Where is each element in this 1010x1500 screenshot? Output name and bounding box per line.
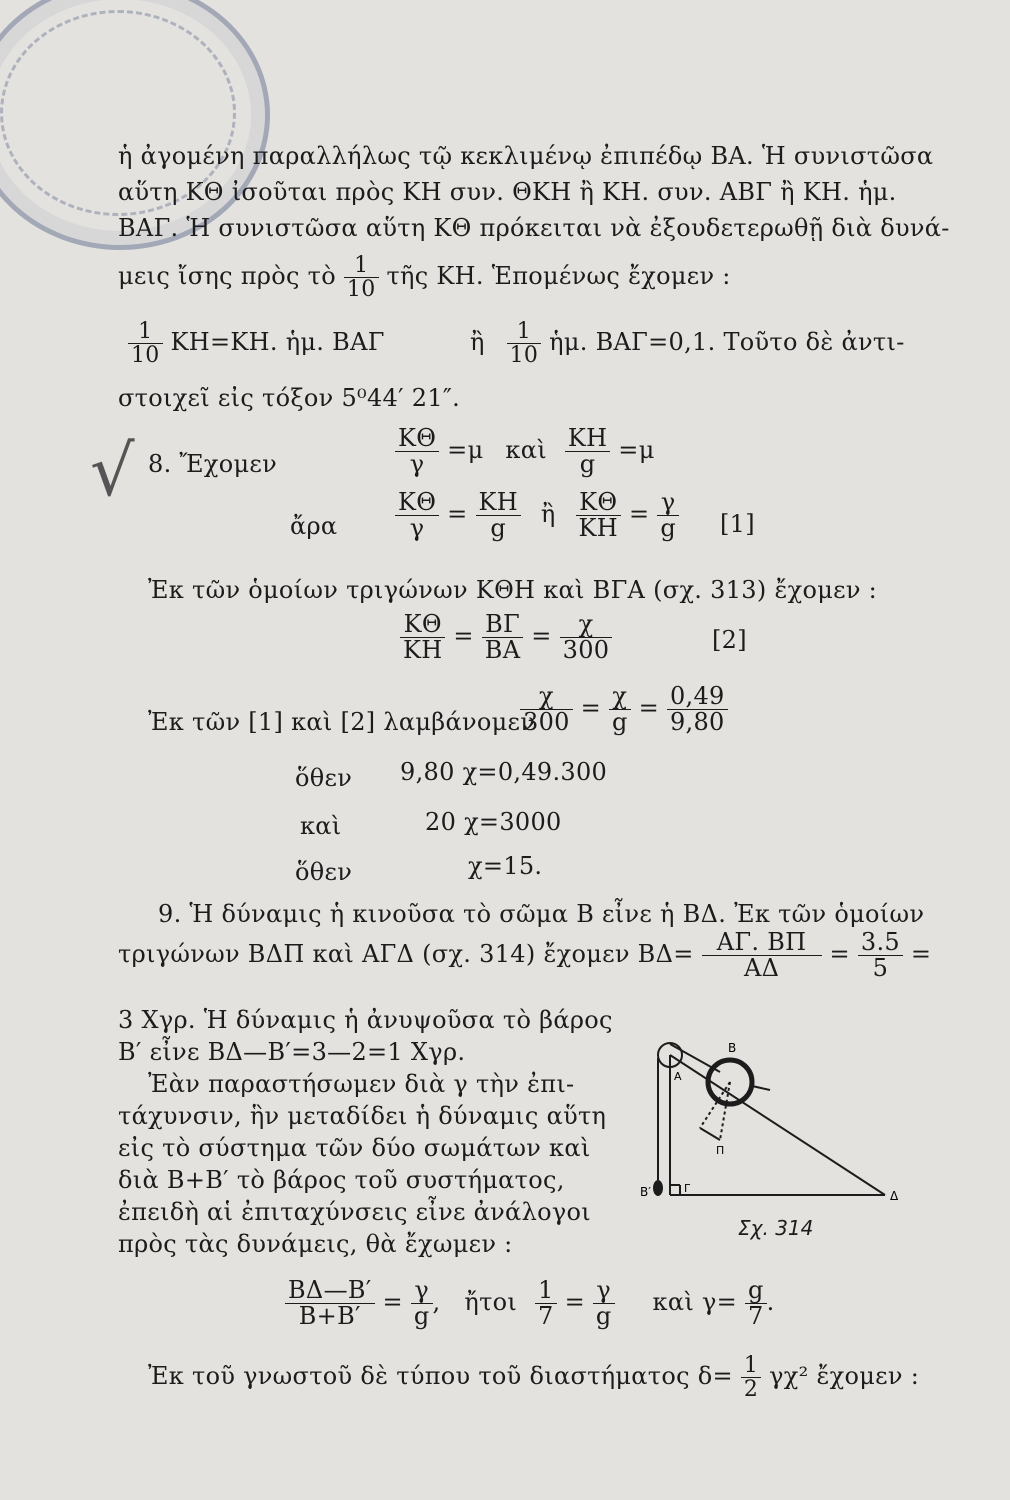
text-span: = bbox=[531, 622, 552, 651]
label-hothen: ὅθεν bbox=[295, 858, 353, 886]
denominator: g bbox=[657, 515, 679, 541]
denominator: g bbox=[476, 515, 521, 541]
equation-line: χ=15. bbox=[468, 852, 543, 880]
fraction bbox=[667, 684, 728, 735]
fraction bbox=[411, 1278, 433, 1329]
equation-line bbox=[128, 320, 385, 367]
label-hothen: ὅθεν bbox=[295, 764, 353, 792]
text-span: ἢ bbox=[540, 500, 556, 529]
text-line: τάχυνσιν, ἣν μεταδίδει ἡ δύναμις αὕτη bbox=[118, 1102, 607, 1130]
text-line: εἰς τὸ σύστημα τῶν δύο σωμάτων καὶ bbox=[118, 1134, 591, 1162]
text-span: ἢ bbox=[470, 328, 485, 357]
denominator: 2 bbox=[741, 1377, 761, 1401]
denominator: 300 bbox=[520, 709, 573, 735]
fig-label-Gamma: Γ bbox=[684, 1182, 691, 1195]
handwritten-check-mark: √ bbox=[90, 430, 135, 512]
text-span: = bbox=[638, 694, 660, 723]
equation-line bbox=[395, 426, 655, 477]
denominator: g bbox=[593, 1303, 615, 1329]
equation-line bbox=[118, 930, 931, 981]
text-span: τῆς ΚΗ. Ἑπομένως ἔχομεν : bbox=[386, 262, 731, 291]
numerator: ΒΓ bbox=[485, 610, 520, 638]
fraction bbox=[576, 490, 621, 541]
figure-caption: Σχ. 314 bbox=[738, 1216, 814, 1240]
incline-line bbox=[670, 1055, 885, 1195]
numerator: χ bbox=[538, 682, 554, 710]
denominator: Β+Β′ bbox=[285, 1303, 375, 1329]
fraction bbox=[507, 320, 542, 367]
figure-314-inclined-plane bbox=[640, 1030, 920, 1220]
fig-label-B: B bbox=[728, 1041, 737, 1055]
text-line: Β′ εἶνε ΒΔ—Β′=3—2=1 Χγρ. bbox=[118, 1038, 466, 1066]
text-span: =μ bbox=[618, 436, 655, 465]
numerator: χ bbox=[612, 682, 628, 710]
text-span: ΚΗ=ΚΗ. ἡμ. ΒΑΓ bbox=[170, 328, 385, 357]
numerator: 0,49 bbox=[669, 682, 725, 710]
label-kai: καὶ bbox=[300, 812, 342, 840]
denominator: γ bbox=[395, 451, 439, 477]
equation-line: $\frac{B\Delta—B'}{B+B'}$ = $\frac{\gamma}{g}$ , ἤτοι $\frac{1}{7}$ = $\frac{\gamma}{g}$ καὶ γ= $\frac{g}{7}$ . bbox=[285, 1278, 775, 1329]
equation-ref: [2] bbox=[712, 626, 747, 654]
numerator: ΚΗ bbox=[478, 488, 518, 516]
denominator: ΚΗ bbox=[400, 637, 445, 663]
numerator: γ bbox=[660, 488, 676, 516]
denominator: g bbox=[609, 709, 631, 735]
text-span: = bbox=[829, 940, 850, 969]
numerator: ΒΔ—Β′ bbox=[288, 1276, 372, 1304]
text-span: ἤτοι bbox=[464, 1288, 518, 1317]
numerator: γ bbox=[596, 1276, 612, 1304]
text-span: = bbox=[628, 500, 650, 529]
numerator: 1 bbox=[538, 1276, 554, 1304]
denominator: 7 bbox=[535, 1303, 557, 1329]
numerator: ΚΘ bbox=[398, 488, 437, 516]
denominator: γ bbox=[395, 515, 439, 541]
fraction bbox=[482, 612, 524, 663]
fig-label-Delta: Δ bbox=[890, 1189, 899, 1203]
fraction bbox=[476, 490, 521, 541]
denominator: 10 bbox=[507, 343, 542, 367]
text-line: ἐπειδὴ αἱ ἐπιταχύνσεις εἶνε ἀνάλογοι bbox=[118, 1198, 591, 1226]
numerator: ΚΗ bbox=[567, 424, 608, 452]
equation-line: 9,80 χ=0,49.300 bbox=[400, 758, 608, 786]
numerator: 1 bbox=[354, 253, 369, 278]
text-line: πρὸς τὰς δυνάμεις, θὰ ἔχωμεν : bbox=[118, 1230, 513, 1258]
denominator: 10 bbox=[128, 343, 163, 367]
denominator: ΚΗ bbox=[576, 515, 621, 541]
equation-line bbox=[395, 490, 679, 541]
force-vector bbox=[700, 1128, 720, 1140]
text-span: = bbox=[580, 694, 602, 723]
fraction bbox=[858, 930, 903, 981]
text-span: = bbox=[447, 500, 468, 529]
fraction bbox=[560, 612, 613, 663]
text-line: Ἐκ τῶν [1] καὶ [2] λαμβάνομεν bbox=[148, 708, 536, 736]
text-span: ἡμ. ΒΑΓ=0,1. Τοῦτο δὲ ἀντι- bbox=[549, 328, 905, 357]
fraction bbox=[400, 612, 445, 663]
text-span: καὶ γ= bbox=[652, 1288, 738, 1317]
denominator: 10 bbox=[344, 277, 379, 301]
text-span: γχ² ἔχομεν : bbox=[769, 1362, 920, 1391]
numerator: g bbox=[747, 1276, 764, 1304]
equation-line: 20 χ=3000 bbox=[425, 808, 562, 836]
text-span: τριγώνων ΒΔΠ καὶ ΑΓΔ (σχ. 314) ἔχομεν ΒΔ= bbox=[118, 940, 694, 969]
numerator: ΑΓ. ΒΠ bbox=[716, 928, 807, 956]
text-line: στοιχεῖ εἰς τόξον 5⁰44′ 21″. bbox=[118, 384, 461, 412]
fraction bbox=[344, 254, 379, 301]
text-span: =μ bbox=[447, 436, 484, 465]
weight-B-prime bbox=[653, 1180, 663, 1196]
numerator: χ bbox=[578, 610, 594, 638]
text-span: = bbox=[453, 622, 474, 651]
text-line: ἡ ἀγομένη παραλλήλως τῷ κεκλιμένῳ ἐπιπέδῳ ΒΑ. Ἡ συνιστῶσα bbox=[118, 142, 934, 170]
numerator: 1 bbox=[743, 1353, 759, 1378]
denominator: g bbox=[565, 451, 610, 477]
text-span: μεις ἴσης πρὸς τὸ bbox=[118, 262, 336, 291]
force-arrow bbox=[752, 1086, 770, 1090]
fraction bbox=[657, 490, 679, 541]
equation-line bbox=[520, 684, 728, 735]
denominator: ΒΑ bbox=[482, 637, 524, 663]
numerator: ΚΘ bbox=[398, 424, 437, 452]
fig-label-Pi: Π bbox=[716, 1144, 725, 1157]
numerator: ΚΘ bbox=[403, 610, 442, 638]
fraction bbox=[565, 426, 610, 477]
denominator: g bbox=[411, 1303, 433, 1329]
fraction bbox=[593, 1278, 615, 1329]
text-span: = bbox=[382, 1288, 403, 1317]
text-span: = bbox=[910, 940, 932, 969]
text-line: διὰ Β+Β′ τὸ βάρος τοῦ συστήματος, bbox=[118, 1166, 565, 1194]
equation-ref: [1] bbox=[720, 510, 755, 538]
text-span: καὶ bbox=[505, 436, 547, 465]
numerator: ΚΘ bbox=[579, 488, 618, 516]
denominator: 300 bbox=[560, 637, 613, 663]
fraction bbox=[128, 320, 163, 367]
text-line: ΒΑΓ. Ἡ συνιστῶσα αὕτη ΚΘ πρόκειται νὰ ἐξουδετερωθῇ διὰ δυνά- bbox=[118, 214, 950, 242]
equation-line bbox=[470, 320, 905, 367]
section-label: 8. Ἔχομεν bbox=[148, 450, 278, 478]
fraction bbox=[741, 1354, 761, 1401]
fraction bbox=[745, 1278, 767, 1329]
numerator: 1 bbox=[138, 319, 153, 344]
text-span: = bbox=[564, 1288, 585, 1317]
numerator: 1 bbox=[516, 319, 532, 344]
denominator: 7 bbox=[745, 1303, 767, 1329]
denominator: 9,80 bbox=[667, 709, 728, 735]
text-line: 9. Ἡ δύναμις ἡ κινοῦσα τὸ σῶμα Β εἶνε ἡ ΒΔ. Ἐκ τῶν ὁμοίων bbox=[158, 900, 925, 928]
fraction bbox=[520, 684, 573, 735]
label-ara: ἄρα bbox=[290, 512, 338, 540]
fig-label-A: A bbox=[674, 1070, 682, 1083]
fraction bbox=[395, 426, 439, 477]
fraction bbox=[285, 1278, 375, 1329]
text-line: 3 Χγρ. Ἡ δύναμις ἡ ἀνυψοῦσα τὸ βάρος bbox=[118, 1006, 613, 1034]
text-span: Ἐκ τοῦ γνωστοῦ δὲ τύπου τοῦ διαστήματος δ= bbox=[148, 1362, 733, 1391]
fraction bbox=[535, 1278, 557, 1329]
fraction bbox=[702, 930, 822, 981]
denominator: ΑΔ bbox=[702, 955, 822, 981]
equation-line bbox=[148, 1354, 919, 1401]
fig-label-B-prime: B′ bbox=[640, 1185, 651, 1199]
fraction bbox=[395, 490, 439, 541]
numerator: 3.5 bbox=[860, 928, 900, 956]
text-line: Ἐκ τῶν ὁμοίων τριγώνων ΚΘΗ καὶ ΒΓΑ (σχ. 313) ἔχομεν : bbox=[148, 576, 878, 604]
text-line: Ἐὰν παραστήσωμεν διὰ γ τὴν ἐπι- bbox=[148, 1070, 575, 1098]
text-line bbox=[118, 254, 731, 301]
equation-line bbox=[400, 612, 612, 663]
denominator: 5 bbox=[858, 955, 903, 981]
fraction bbox=[609, 684, 631, 735]
numerator: γ bbox=[414, 1276, 430, 1304]
text-line: αὕτη ΚΘ ἰσοῦται πρὸς ΚΗ συν. ΘΚΗ ἢ ΚΗ. συν. ΑΒΓ ἢ ΚΗ. ἡμ. bbox=[118, 178, 897, 206]
